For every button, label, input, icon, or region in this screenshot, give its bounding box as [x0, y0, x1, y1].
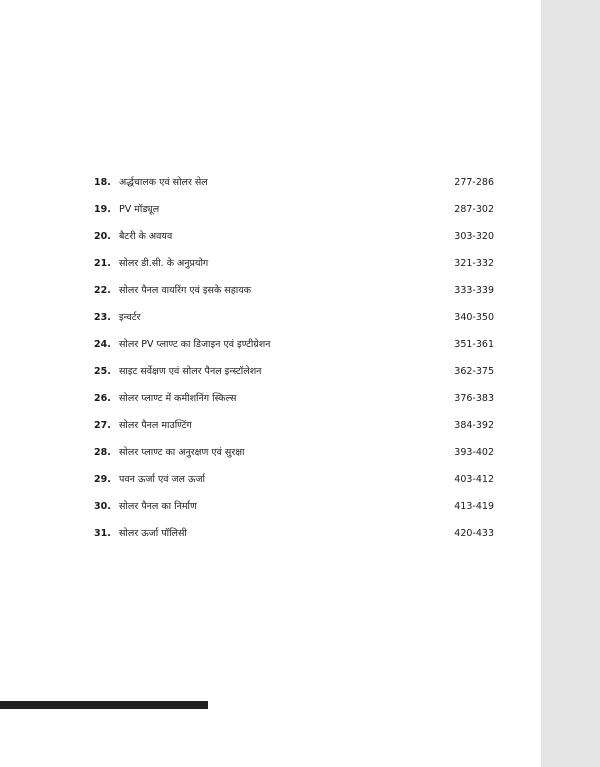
table-of-contents: [94, 173, 494, 551]
toc-entry: [94, 173, 494, 200]
toc-entry-number: 23.: [94, 312, 111, 323]
toc-entry: [94, 200, 494, 227]
toc-entry-title: PV मॉड्यूल: [119, 204, 160, 215]
toc-entry-pages: 287-302: [454, 204, 494, 215]
toc-entry: [94, 470, 494, 497]
toc-entry-title: सोलर प्लाण्ट का अनुरक्षण एवं सुरक्षा: [119, 447, 245, 458]
toc-entry-number: 28.: [94, 447, 111, 458]
toc-entry-number: 27.: [94, 420, 111, 431]
toc-entry-pages: 277-286: [454, 177, 494, 188]
toc-entry-pages: 393-402: [454, 447, 494, 458]
toc-entry: [94, 335, 494, 362]
toc-entry-title: साइट सर्वेक्षण एवं सोलर पैनल इन्स्टॉलेशन: [119, 366, 262, 377]
toc-entry: [94, 281, 494, 308]
toc-entry-pages: 362-375: [454, 366, 494, 377]
toc-entry: [94, 362, 494, 389]
page-side-margin: [541, 0, 600, 767]
toc-entry-pages: 413-419: [454, 501, 494, 512]
toc-entry-title: इन्वर्टर: [119, 312, 141, 323]
toc-entry-number: 21.: [94, 258, 111, 269]
toc-entry: [94, 524, 494, 551]
toc-entry: [94, 308, 494, 335]
toc-entry-title: अर्द्धचालक एवं सोलर सेल: [119, 177, 208, 188]
toc-entry-title: सोलर पैनल का निर्माण: [119, 501, 197, 512]
toc-entry-title: बैटरी के अवयव: [119, 231, 173, 242]
toc-entry-title: सोलर डी.सी. के अनुप्रयोग: [119, 258, 209, 269]
toc-entry-number: 29.: [94, 474, 111, 485]
toc-entry-title: सोलर PV प्लाण्ट का डिजाइन एवं इण्टीग्रेशन: [119, 339, 271, 350]
toc-entry-number: 20.: [94, 231, 111, 242]
toc-entry-pages: 340-350: [454, 312, 494, 323]
toc-entry-pages: 351-361: [454, 339, 494, 350]
toc-entry-number: 24.: [94, 339, 111, 350]
toc-entry-title: सोलर ऊर्जा पॉलिसी: [119, 528, 187, 539]
toc-entry-title: पवन ऊर्जा एवं जल ऊर्जा: [119, 474, 205, 485]
toc-entry: [94, 416, 494, 443]
toc-entry-number: 30.: [94, 501, 111, 512]
toc-entry-number: 31.: [94, 528, 111, 539]
toc-entry-pages: 333-339: [454, 285, 494, 296]
toc-entry-number: 25.: [94, 366, 111, 377]
toc-entry-title: सोलर पैनल माउण्टिंग: [119, 420, 192, 431]
toc-entry-pages: 420-433: [454, 528, 494, 539]
toc-entry-number: 22.: [94, 285, 111, 296]
toc-entry-number: 26.: [94, 393, 111, 404]
toc-entry-title: सोलर प्लाण्ट में कमीशनिंग स्किल्स: [119, 393, 237, 404]
toc-entry: [94, 254, 494, 281]
toc-entry-pages: 321-332: [454, 258, 494, 269]
footer-decorative-bar: [0, 701, 208, 709]
toc-entry: [94, 497, 494, 524]
toc-entry-pages: 303-320: [454, 231, 494, 242]
toc-entry-pages: 384-392: [454, 420, 494, 431]
toc-entry-pages: 403-412: [454, 474, 494, 485]
toc-entry-number: 19.: [94, 204, 111, 215]
toc-entry-pages: 376-383: [454, 393, 494, 404]
toc-entry: [94, 227, 494, 254]
toc-entry-title: सोलर पैनल वायरिंग एवं इसके सहायक: [119, 285, 252, 296]
toc-entry-number: 18.: [94, 177, 111, 188]
toc-entry: [94, 389, 494, 416]
toc-entry: [94, 443, 494, 470]
